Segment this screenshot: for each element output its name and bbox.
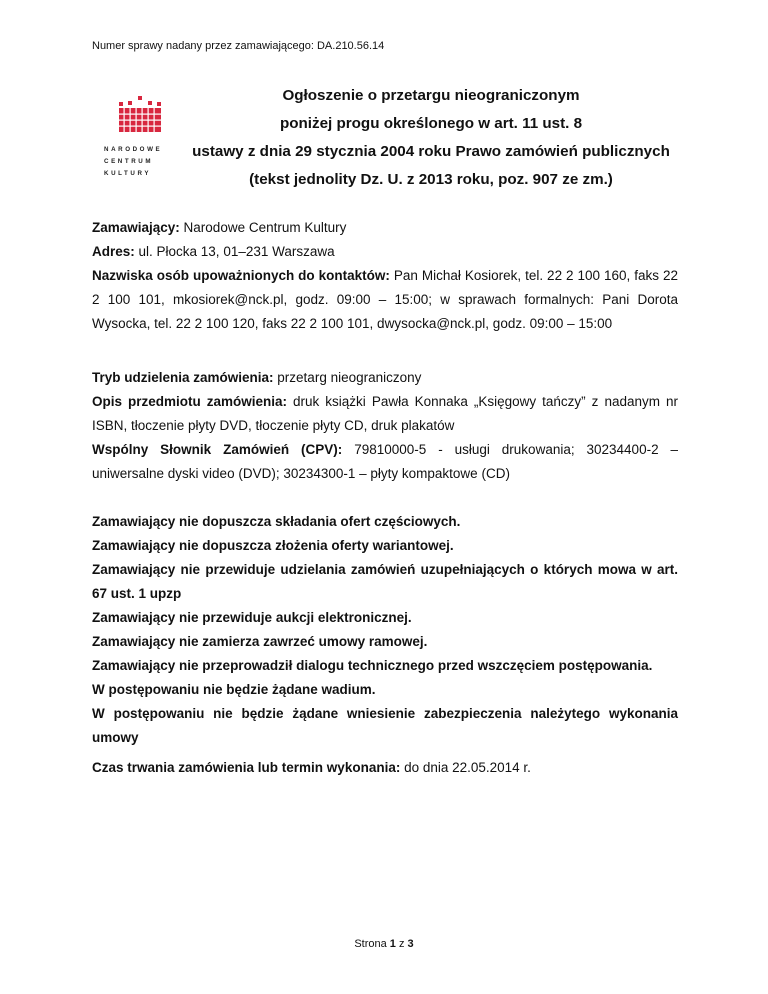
zamawiajacy-value: Narodowe Centrum Kultury [179, 220, 347, 235]
contact-section [92, 216, 678, 336]
tryb-row [92, 366, 678, 390]
zamawiajacy-row [92, 216, 678, 240]
opis-row [92, 390, 678, 438]
opis-label: Opis przedmiotu zamówienia: [92, 394, 288, 409]
crown-logo-icon [118, 96, 162, 134]
condition-item: Zamawiający nie przewiduje aukcji elektronicznej. [92, 610, 412, 625]
condition-item: Zamawiający nie dopuszcza złożenia oferty wariantowej. [92, 538, 454, 553]
condition-item: Zamawiający nie zamierza zawrzeć umowy ramowej. [92, 634, 428, 649]
zamawiajacy-label: Zamawiający: [92, 220, 180, 235]
title-line: ustawy z dnia 29 stycznia 2004 roku Prawo zamówień publicznych [192, 143, 670, 160]
term-value: do dnia 22.05.2014 r. [400, 760, 531, 775]
term-label: Czas trwania zamówienia lub termin wykonania: [92, 760, 401, 775]
logo-line: KULTURY [104, 170, 152, 177]
adres-row [92, 240, 678, 264]
opis-value: druk książki Pawła Konnaka „Księgowy tańczy” z nadanym nr ISBN, tłoczenie płyty DVD, tłoczenie płyty CD, druk plakatów [92, 394, 678, 433]
conditions-section [92, 510, 678, 750]
cpv-value: 79810000-5 - usługi drukowania; 30234400-2 – uniwersalne dyski video (DVD); 30234300-1 – płyty kompaktowe (CD) [92, 442, 679, 481]
cpv-label: Wspólny Słownik Zamówień (CPV): [92, 442, 343, 457]
footer-page-number: 1 [389, 938, 396, 950]
logo-line: CENTRUM [104, 158, 154, 165]
logo-line: NARODOWE [104, 146, 163, 153]
footer-page-total: 3 [407, 938, 414, 950]
adres-label: Adres: [92, 244, 135, 259]
adres-value: ul. Płocka 13, 01–231 Warszawa [134, 244, 335, 259]
condition-item: W postępowaniu nie będzie żądane wniesienie zabezpieczenia należytego wykonania umowy [92, 706, 678, 745]
cpv-row [92, 438, 678, 486]
tryb-label: Tryb udzielenia zamówienia: [92, 370, 274, 385]
nck-logo [104, 96, 174, 180]
case-number: Numer sprawy nadany przez zamawiającego: DA.210.56.14 [92, 40, 385, 52]
contact-persons-value: Pan Michał Kosiorek, tel. 22 2 100 160, faks 22 2 100 101, mkosiorek@nck.pl, godz. 09:00 – 15:00; w sprawach formalnych: Pani Dorota Wysocka, tel. 22 2 100 120, faks 22 2 100 101, dwysocka@nck.pl, godz. 09:00 – 15:00 [92, 268, 679, 331]
logo-wordmark [104, 144, 174, 180]
title-line: Ogłoszenie o przetargu nieograniczonym [282, 87, 580, 104]
condition-item: Zamawiający nie przeprowadził dialogu technicznego przed wszczęciem postępowania. [92, 658, 653, 673]
footer-prefix: Strona [354, 938, 390, 950]
condition-item: Zamawiający nie dopuszcza składania ofert częściowych. [92, 514, 461, 529]
order-section [92, 366, 678, 486]
condition-item: Zamawiający nie przewiduje udzielania zamówień uzupełniających o których mowa w art. 67 ust. 1 upzp [92, 562, 678, 601]
title-line: (tekst jednolity Dz. U. z 2013 roku, poz. 907 ze zm.) [249, 171, 613, 188]
page-footer [0, 938, 768, 950]
condition-item: W postępowaniu nie będzie żądane wadium. [92, 682, 376, 697]
tryb-value: przetarg nieograniczony [273, 370, 422, 385]
title-line: poniżej progu określonego w art. 11 ust. 8 [279, 115, 583, 132]
contact-persons-row [92, 264, 678, 336]
document-title [186, 82, 676, 194]
contact-persons-label: Nazwiska osób upoważnionych do kontaktów: [92, 268, 390, 283]
footer-separator: z [395, 938, 408, 950]
term-section [92, 756, 678, 780]
